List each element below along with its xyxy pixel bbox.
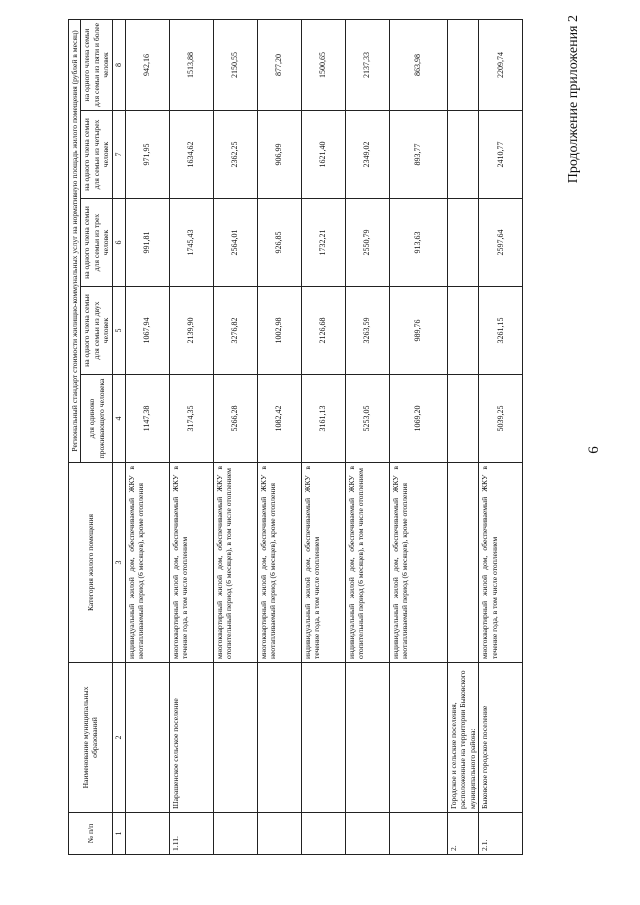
row-value: 942,16: [125, 19, 169, 110]
row-value: 913,63: [389, 199, 447, 287]
row-value: [447, 199, 478, 287]
header-municipality: Наименование муниципальных образований: [69, 663, 113, 813]
column-number: 7: [112, 111, 125, 199]
row-municipality: Быковское городское поселение: [479, 663, 523, 813]
row-value: 2410,77: [479, 111, 523, 199]
row-value: [447, 19, 478, 110]
column-number: 5: [112, 287, 125, 375]
row-category: индивидуальный жилой дом, обеспечиваемый ЖКУ в течение года, в том числе отоплением: [301, 463, 345, 663]
row-value: 989,76: [389, 287, 447, 375]
row-value: 906,99: [257, 111, 301, 199]
row-category: многоквартирный жилой дом, обеспечиваемый ЖКУ в отопительный период (6 месяцев), в том числе отоплением: [213, 463, 257, 663]
row-value: 3261,15: [479, 287, 523, 375]
table-row: [169, 19, 213, 854]
row-value: 5253,05: [345, 375, 389, 463]
row-municipality: [213, 663, 257, 813]
row-value: [447, 287, 478, 375]
row-value: 3174,35: [169, 375, 213, 463]
row-number: [257, 813, 301, 855]
row-value: 971,95: [125, 111, 169, 199]
row-value: 2126,68: [301, 287, 345, 375]
row-category: индивидуальный жилой дом, обеспечиваемый ЖКУ в отопительный период (6 месяцев), в том числе отоплением: [345, 463, 389, 663]
row-value: 3276,82: [213, 287, 257, 375]
row-value: 2150,55: [213, 19, 257, 110]
row-value: 1732,21: [301, 199, 345, 287]
row-value: 1082,42: [257, 375, 301, 463]
row-category: многоквартирный жилой дом, обеспечиваемый ЖКУ в течение года, в том числе отоплением: [479, 463, 523, 663]
row-category: индивидуальный жилой дом, обеспечиваемый ЖКУ в неотапливаемый период (6 месяцев), кроме отопления: [389, 463, 447, 663]
row-value: 926,85: [257, 199, 301, 287]
row-category: индивидуальный жилой дом, обеспечиваемый ЖКУ в неотапливаемый период (6 месяцев), кроме отопления: [125, 463, 169, 663]
row-value: [447, 111, 478, 199]
header-five: на одного члена семьи для семьи из пяти и более человек: [81, 19, 112, 110]
header-no: № п/п: [69, 813, 113, 855]
row-municipality: [257, 663, 301, 813]
row-value: 991,81: [125, 199, 169, 287]
column-number: 2: [112, 663, 125, 813]
table-row: [447, 19, 478, 854]
column-number: 3: [112, 463, 125, 663]
table-body: [125, 19, 522, 854]
header-three: на одного члена семьи для семьи из трех человек: [81, 199, 112, 287]
row-value: 1745,43: [169, 199, 213, 287]
row-municipality: [125, 663, 169, 813]
row-number: [125, 813, 169, 855]
row-value: 1513,88: [169, 19, 213, 110]
page-number: 6: [586, 446, 602, 454]
header-two: на одного члена семьи для семьи из двух человек: [81, 287, 112, 375]
row-value: 2349,02: [345, 111, 389, 199]
row-value: 1002,98: [257, 287, 301, 375]
column-number: 6: [112, 199, 125, 287]
row-value: 2139,90: [169, 287, 213, 375]
row-number: 1.11.: [169, 813, 213, 855]
row-value: 2597,64: [479, 199, 523, 287]
row-value: 3161,13: [301, 375, 345, 463]
row-category: многоквартирный жилой дом, обеспечиваемый ЖКУ в неотапливаемый период (6 месяцев), кроме отопления: [257, 463, 301, 663]
row-value: 893,77: [389, 111, 447, 199]
row-number: 2.: [447, 813, 478, 855]
header-row-1: [69, 19, 81, 854]
row-value: 1067,94: [125, 287, 169, 375]
row-value: 2137,33: [345, 19, 389, 110]
table-row: [389, 19, 447, 854]
column-number: 1: [112, 813, 125, 855]
row-value: 1147,38: [125, 375, 169, 463]
column-number-row: [112, 19, 125, 854]
appendix-caption: Продолжение приложения 2: [566, 15, 581, 184]
row-category: [447, 463, 478, 663]
row-value: [447, 375, 478, 463]
row-value: 2564,01: [213, 199, 257, 287]
row-municipality: [389, 663, 447, 813]
header-four: на одного члена семьи для семьи из четырех человек: [81, 111, 112, 199]
row-municipality: [301, 663, 345, 813]
column-number: 4: [112, 375, 125, 463]
row-value: 1069,20: [389, 375, 447, 463]
row-number: [301, 813, 345, 855]
table-row: [345, 19, 389, 854]
row-municipality: [345, 663, 389, 813]
header-single: для одиноко проживающего человека: [81, 375, 112, 463]
row-value: 2209,74: [479, 19, 523, 110]
row-value: 5039,25: [479, 375, 523, 463]
table-row: [213, 19, 257, 854]
column-number: 8: [112, 19, 125, 110]
row-value: 1500,65: [301, 19, 345, 110]
header-standard-group: Региональный стандарт стоимости жилищно-коммунальных услуг на нормативную площадь жилого помещения (рублей в месяц): [69, 19, 81, 462]
row-number: [213, 813, 257, 855]
row-number: [389, 813, 447, 855]
row-value: 863,98: [389, 19, 447, 110]
row-value: 1634,62: [169, 111, 213, 199]
row-value: 877,20: [257, 19, 301, 110]
table-row: [479, 19, 523, 854]
row-value: 1621,40: [301, 111, 345, 199]
table-row: [125, 19, 169, 854]
row-municipality: Шарашенское сельское поселение: [169, 663, 213, 813]
row-number: 2.1.: [479, 813, 523, 855]
housing-cost-standard-table: [68, 19, 523, 855]
row-value: 3263,59: [345, 287, 389, 375]
row-value: 2550,79: [345, 199, 389, 287]
header-category: Категория жилого помещения: [69, 463, 113, 663]
table-row: [257, 19, 301, 854]
row-number: [345, 813, 389, 855]
row-category: многоквартирный жилой дом, обеспечиваемый ЖКУ в течение года, в том числе отоплением: [169, 463, 213, 663]
row-value: 5266,28: [213, 375, 257, 463]
row-municipality: Городское и сельские поселения, расположенные на территории Быковского муниципального района:: [447, 663, 478, 813]
table-row: [301, 19, 345, 854]
row-value: 2362,25: [213, 111, 257, 199]
